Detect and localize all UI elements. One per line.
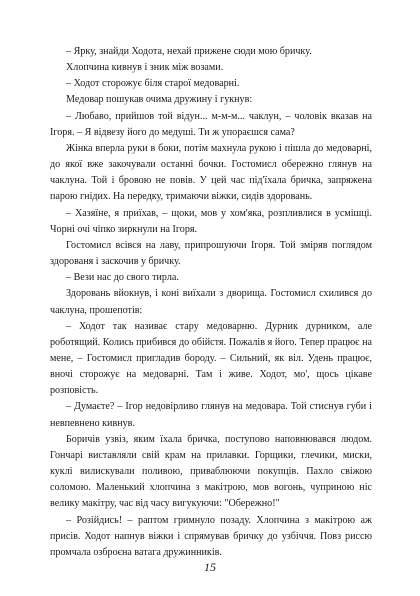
body-text — [50, 44, 372, 561]
paragraph: Жінка вперла руки в боки, потім махнула рукою і пішла до медоварні, до якої вже закочували останні бочки. Гостомисл обережно глянув на чаклуна. Той і бровою не повів. У цей час під'їхала бричка, запряжена парою гнідих. На передку, тримаючи віжки, сидів здоровань. — [50, 142, 372, 203]
paragraph: – Думаєте? – Ігор недовірливо глянув на медовара. Той стиснув губи і невпевнено кивнув. — [50, 401, 372, 429]
paragraph: – Ходот сторожує біля старої медоварні. — [66, 78, 240, 90]
paragraph: Хлопчина кивнув і зник між возами. — [66, 62, 224, 74]
paragraph: – Вези нас до свого тирла. — [66, 272, 179, 284]
paragraph: Медовар пошукав очима дружину і гукнув: — [66, 94, 253, 106]
paragraph: Боричів узвіз, яким їхала бричка, поступово наповнювався людом. Гончарі виставляли свій крам на прилавки. Горщики, глечики, миски, куклі вилискували поливою, приваблюючи покупців. Пахло свіжою соломою. Маленький хлопчина з макітрою, мов вогонь, чуприною ніс велику макітру, час від часу вигукуючи: "Обережно!" — [50, 433, 372, 510]
paragraph: – Хазяїне, я приїхав, – щоки, мов у хом'яка, розпливлися в усмішці. Чорні очі чіпко зиркнули на Ігоря. — [50, 207, 372, 235]
paragraph: – Ярку, знайди Ходота, нехай прижене сюди мою бричку. — [66, 46, 312, 57]
paragraph: – Розійдись! – раптом гримнуло позаду. Хлопчина з макітрою аж присів. Ходот напнув віжки і спрямував бричку до узбіччя. Повз риссю промчала озброєна ватага дружинників. — [50, 514, 372, 558]
paragraph: – Любаво, прийшов той відун... м-м-м... чаклун, – чоловік вказав на Ігоря. – Я відвезу його до медуші. Ти ж упораєшся сама? — [50, 110, 372, 138]
paragraph: – Ходот так називає стару медоварню. Дурник дурником, але роботящий. Колись прибився до обійстя. Пожалів я його. Тепер працює на мене, – Гостомисл пригладив бороду. – Сильний, як віл. Удень працює, вночі сторожує на медоварні. Там і живе. Ходот, мо', щось цікаве розповість. — [50, 320, 372, 397]
paragraph: Гостомисл всівся на лаву, припрошуючи Ігоря. Той зміряв поглядом здорованя і заскочив у бричку. — [50, 239, 372, 268]
paragraph: Здоровань вйокнув, і коні виїхали з дворища. Гостомисл схилився до чаклуна, прошепотів: — [50, 288, 372, 316]
page-number: 15 — [204, 560, 216, 574]
